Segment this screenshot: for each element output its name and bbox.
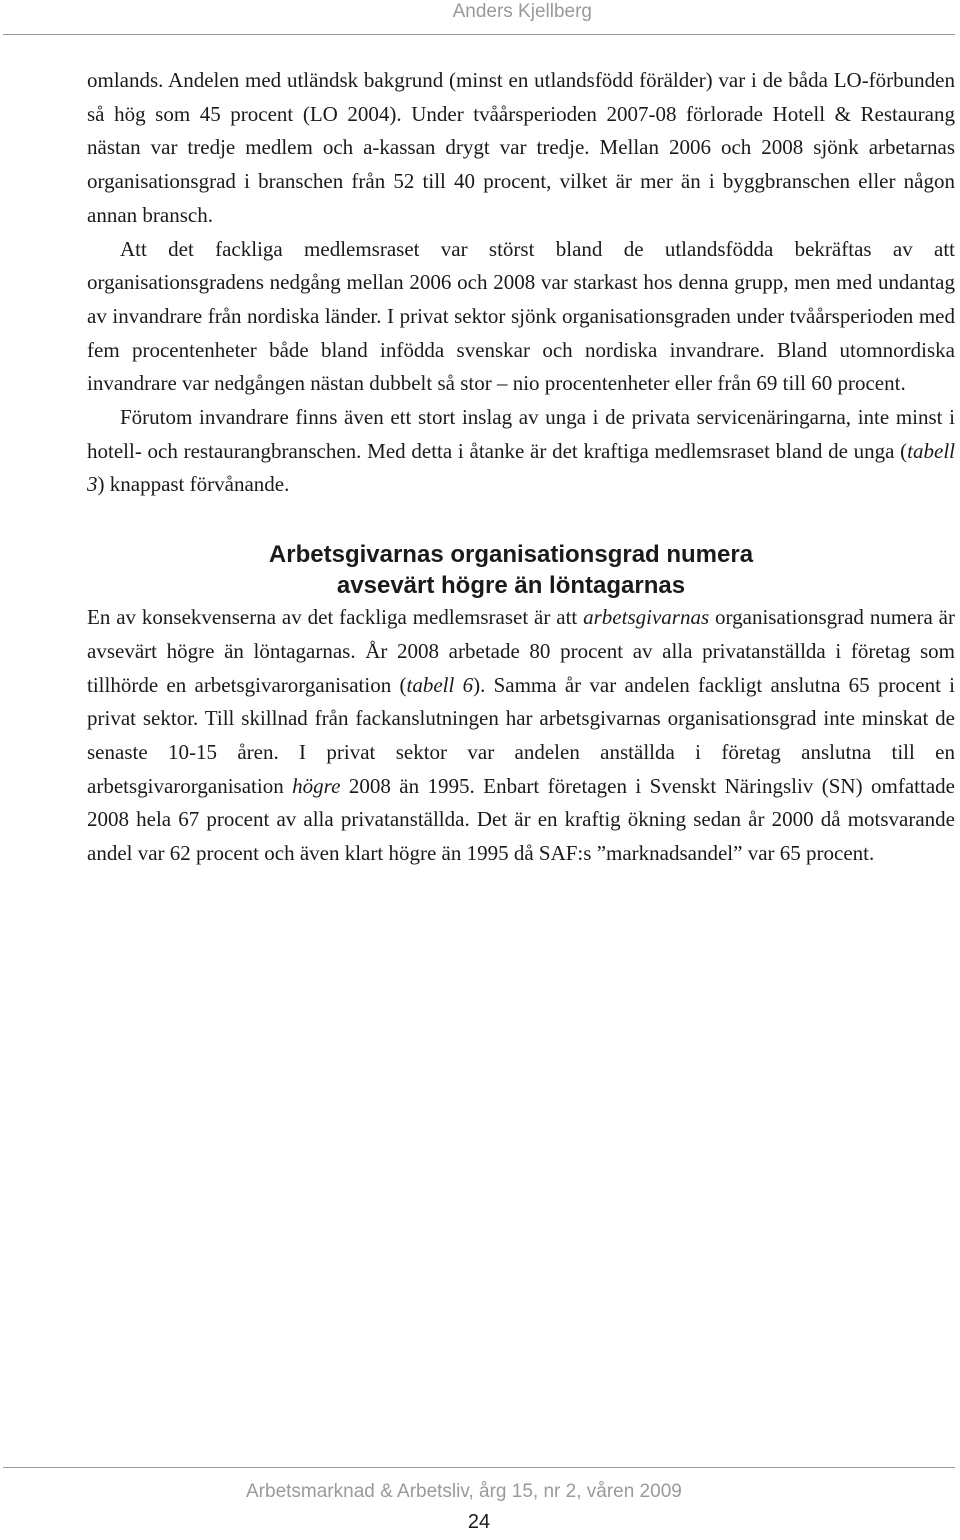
emphasis-arbetsgivarnas: arbetsgivarnas (583, 605, 710, 630)
header-author: Anders Kjellberg (452, 1, 592, 22)
paragraph-4-text-c: ). Samma år var andelen fackligt anslutna 65 procent i privat sektor. Till skillnad från fackanslutningen har arbetsgivarnas organisationsgrad inte minskat de senaste 10-15 åren. I privat sektor var andelen anställda i företag anslutna till en arbetsgivarorganisation (87, 672, 956, 798)
table-reference: tabell 3 (87, 438, 955, 497)
paragraph-4-text-d: 2008 än 1995. Enbart företagen i Svenskt Näringsliv (SN) omfattade 2008 hela 67 procent av alla privatanställda. Det är en kraftig ökning sedan år 2000 då motsvarande andel var 62 procent och även klart högre än 1995 då SAF:s ”marknadsandel” var 65 procent. (87, 773, 955, 866)
paragraph-4-text-a: En av konsekvenserna av det fackliga medlemsraset är att (87, 605, 584, 630)
page-number: 24 (467, 1511, 491, 1533)
section-heading-line-2: avsevärt högre än löntagarnas (336, 572, 686, 600)
paragraph-4-text-b: organisationsgrad numera är avsevärt högre än löntagarnas. År 2008 arbetade 80 procent av alla privatanställda i företag som tillhörde en arbetsgivarorganisation ( (87, 605, 955, 697)
running-header (0, 0, 960, 36)
article-body (87, 64, 955, 871)
paragraph-3-text-b: ) knappast förvånande. (97, 472, 290, 497)
paragraph-3 (87, 401, 955, 502)
section-heading-line-1: Arbetsgivarnas organisationsgrad numera (268, 541, 754, 569)
paragraph-1 (87, 64, 955, 233)
emphasis-hogre: högre (292, 773, 341, 798)
table-reference: tabell 6 (406, 672, 474, 697)
paragraph-1-text: omlands. Andelen med utländsk bakgrund (minst en utlandsfödd förälder) var i de båda LO-förbunden så hög som 45 procent (LO 2004). Under tvåårsperioden 2007-08 förlorade Hotell & Restaurang nästan var tredje medlem och a-kassan drygt var tredje. Mellan 2006 och 2008 sjönk arbetarnas organisationsgrad i branschen från 52 till 40 procent, vilket är mer än i byggbranschen eller någon annan bransch. (87, 68, 955, 227)
page-footer (0, 1463, 960, 1540)
paragraph-2-text: Att det fackliga medlemsraset var störst bland de utlandsfödda bekräftas av att organisationsgradens nedgång mellan 2006 och 2008 var starkast hos denna grupp, men med undantag av invandrare från nordiska länder. I privat sektor sjönk organisationsgraden under tvåårsperioden med fem procentenheter både bland infödda svenskar och nordiska invandrare. Bland utomnordiska invandrare var nedgången nästan dubbelt så stor – nio procentenheter eller från 69 till 60 procent. (87, 236, 955, 396)
footer-rule (3, 1467, 955, 1468)
header-rule (3, 34, 955, 35)
section-heading (67, 539, 955, 601)
paragraph-3-text-a: Förutom invandrare finns även ett stort inslag av unga i de privata servicenäringarna, inte minst i hotell- och restaurangbranschen. Med detta i åtanke är det kraftiga medlemsraset bland de unga ( (87, 405, 955, 463)
paragraph-4 (87, 601, 955, 871)
paragraph-2 (87, 233, 955, 402)
footer-journal: Arbetsmarknad & Arbetsliv, årg 15, nr 2, våren 2009 (246, 1481, 682, 1502)
